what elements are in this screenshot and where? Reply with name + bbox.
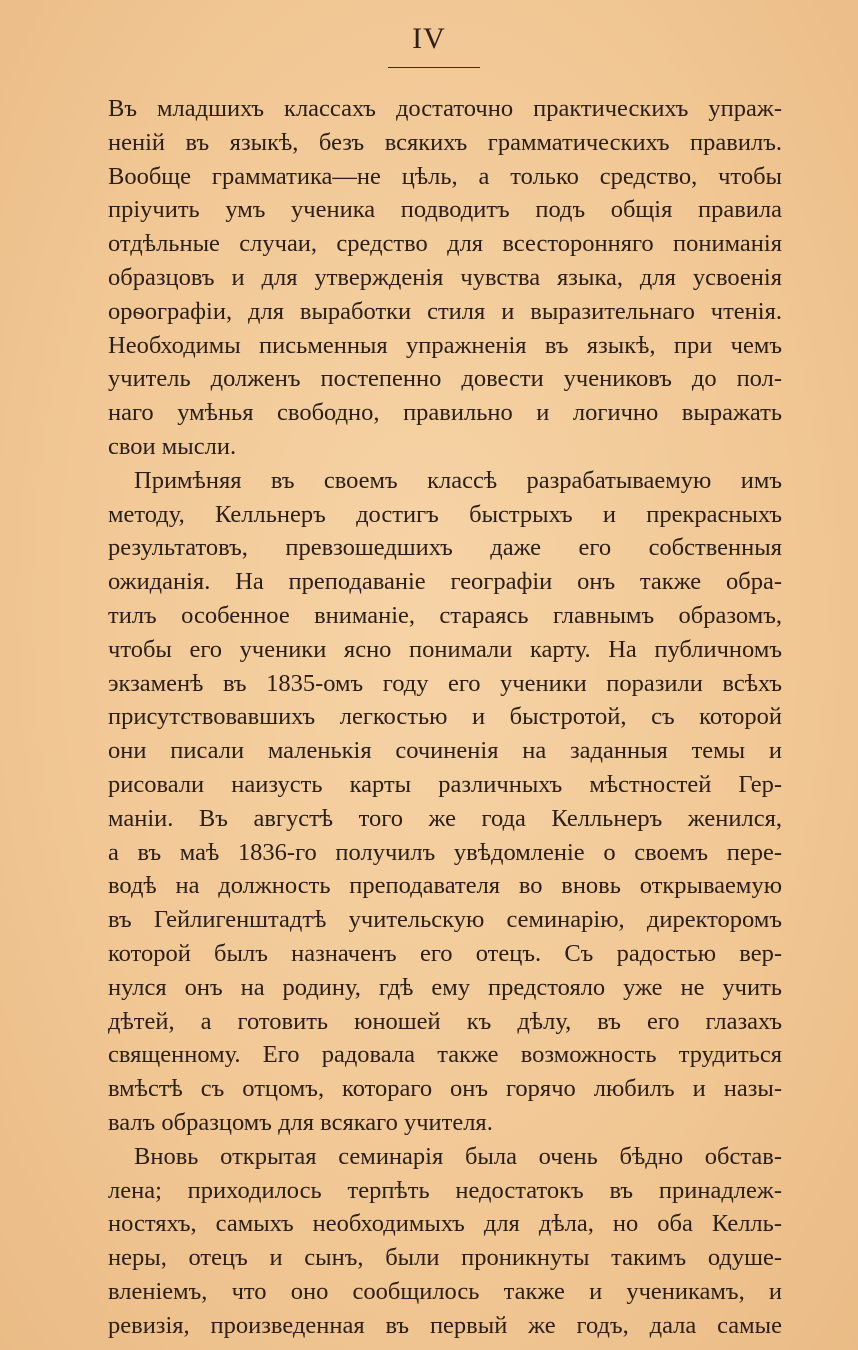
text-line: Примѣняя въ своемъ классѣ разрабатываемую имъ <box>134 466 782 494</box>
body-text <box>108 92 782 1342</box>
text-line: вленіемъ, что оно сообщилось также и ученикамъ, и <box>108 1277 782 1305</box>
text-line: Необходимы письменныя упражненія въ языкѣ, при чемъ <box>108 331 782 359</box>
text-line: ревизія, произведенная въ первый же годъ, дала самые <box>108 1311 782 1339</box>
text-line: ностяхъ, самыхъ необходимыхъ для дѣла, но оба Келль- <box>108 1210 782 1238</box>
header-rule <box>388 67 480 68</box>
text-line: которой былъ назначенъ его отецъ. Съ радостью вер- <box>108 939 782 967</box>
text-line: рисовали наизусть карты различныхъ мѣстностей Гер- <box>108 770 782 798</box>
text-line: учитель долженъ постепенно довести учениковъ до пол- <box>108 365 782 393</box>
text-line: маніи. Въ августѣ того же года Келльнеръ женился, <box>108 804 782 832</box>
text-line: неній въ языкѣ, безъ всякихъ грамматическихъ правилъ. <box>108 128 782 156</box>
text-line: нулся онъ на родину, гдѣ ему предстояло уже не учить <box>108 973 782 1001</box>
text-line: пріучить умъ ученика подводитъ подъ общія правила <box>108 196 782 224</box>
text-line: а въ маѣ 1836-го получилъ увѣдомленіе о своемъ пере- <box>108 838 782 866</box>
text-line: Вновь открытая семинарія была очень бѣдно обстав- <box>134 1142 782 1170</box>
text-line: свои мысли. <box>108 432 237 460</box>
paragraph-3 <box>108 1140 782 1343</box>
text-line: священному. Его радовала также возможность трудиться <box>108 1041 782 1069</box>
text-line: лена; приходилось терпѣть недостатокъ въ принадлеж- <box>108 1176 782 1204</box>
text-line: неры, отецъ и сынъ, были проникнуты такимъ одуше- <box>108 1244 782 1272</box>
text-line: Въ младшихъ классахъ достаточно практическихъ упраж- <box>108 95 782 122</box>
text-line: тилъ особенное вниманіе, стараясь главнымъ образомъ, <box>108 601 782 629</box>
text-line: ожиданія. На преподаваніе географіи онъ также обра- <box>108 568 782 596</box>
text-line: чтобы его ученики ясно понимали карту. На публичномъ <box>108 635 782 663</box>
text-line: результатовъ, превзошедшихъ даже его собственныя <box>108 534 782 562</box>
text-line: вмѣстѣ съ отцомъ, котораго онъ горячо любилъ и назы- <box>108 1075 782 1103</box>
page-number: IV <box>412 22 446 55</box>
text-line: методу, Келльнеръ достигъ быстрыхъ и прекрасныхъ <box>108 500 782 528</box>
text-line: экзаменѣ въ 1835-омъ году его ученики поразили всѣхъ <box>108 669 782 697</box>
text-line: Вообще грамматика—не цѣль, а только средство, чтобы <box>108 162 782 190</box>
text-line: отдѣльные случаи, средство для всесторонняго пониманія <box>108 230 782 258</box>
paragraph-1 <box>108 92 782 464</box>
text-line: водѣ на должность преподавателя во вновь открываемую <box>108 872 782 900</box>
text-line: они писали маленькія сочиненія на заданныя темы и <box>108 737 782 765</box>
text-line: дѣтей, а готовить юношей къ дѣлу, въ его глазахъ <box>108 1007 782 1035</box>
text-line: въ Гейлигенштадтѣ учительскую семинарію, директоромъ <box>108 906 782 934</box>
text-line: образцовъ и для утвержденія чувства языка, для усвоенія <box>108 263 782 291</box>
text-line: наго умѣнья свободно, правильно и логично выражать <box>108 399 782 427</box>
text-line: присутствовавшихъ легкостью и быстротой, съ которой <box>108 703 782 731</box>
text-line: валъ образцомъ для всякаго учителя. <box>108 1108 493 1136</box>
text-line: орѳографіи, для выработки стиля и выразительнаго чтенія. <box>108 297 782 325</box>
paragraph-2 <box>108 464 782 1140</box>
